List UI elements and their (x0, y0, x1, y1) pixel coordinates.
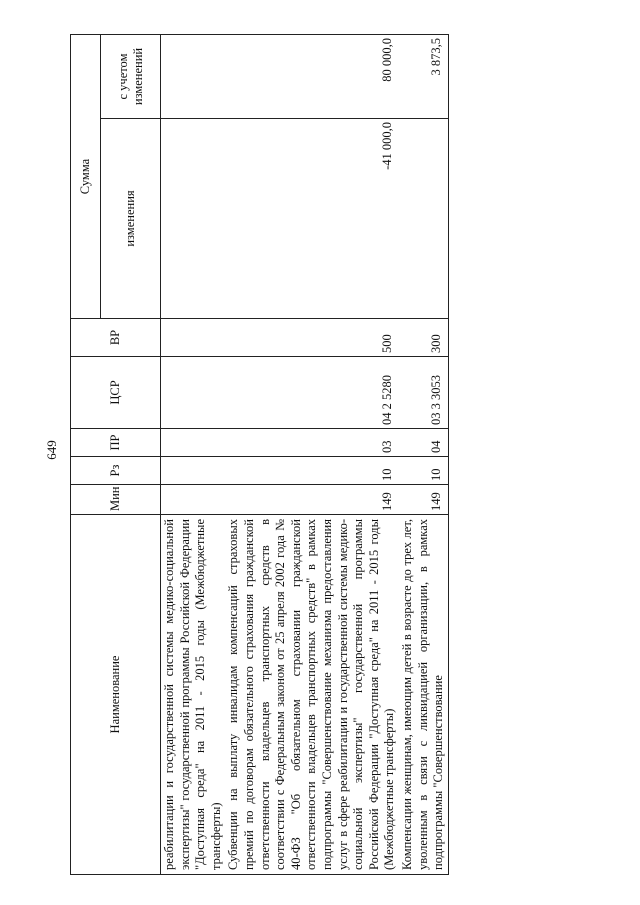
header-with-changes: с учетом изменений (101, 35, 161, 119)
row-rz: 10 (225, 457, 399, 485)
table-row (399, 35, 448, 875)
header-name: Наименование (71, 515, 161, 875)
row-pr: 03 (225, 429, 399, 457)
row-with-changes (161, 35, 226, 119)
header-vr: ВР (71, 319, 161, 357)
table-row (225, 35, 399, 875)
row-pr: 04 (399, 429, 448, 457)
row-rz: 10 (399, 457, 448, 485)
row-pr (161, 429, 226, 457)
table-row (161, 35, 226, 875)
header-csr: ЦСР (71, 357, 161, 429)
row-name: Субвенции на выплату инвалидам компенсаций страховых премий по договорам обязательного страхования гражданской ответственности владельцев транспортных средств в соответствии с Федеральным законом от 25 апреля 2002 года № 40-ФЗ "Об обязательном страховании гражданской ответственности владельцев транспортных средств" в рамках подпрограммы "Совершенствование механизма предоставления услуг в сфере реабилитации и государственной системы медико-социальной экспертизы" государственной программы Российской Федерации "Доступная среда" на 2011 - 2015 годы (Межбюджетные трансферты) (225, 515, 399, 875)
row-with-changes: 80 000,0 (225, 35, 399, 119)
row-vr: 500 (225, 319, 399, 357)
row-csr (161, 357, 226, 429)
row-min (161, 485, 226, 515)
header-change: изменения (101, 119, 161, 319)
row-vr: 300 (399, 319, 448, 357)
header-min: Мин (71, 485, 161, 515)
row-min: 149 (399, 485, 448, 515)
row-with-changes: 3 873,5 (399, 35, 448, 119)
row-change (161, 119, 226, 319)
row-name: Компенсации женщинам, имеющим детей в возрасте до трех лет, уволенным в связи с ликвидацией организации, в рамках подпрограммы "Совершенствование (399, 515, 448, 875)
header-sum: Сумма (71, 35, 101, 319)
header-rz: Рз (71, 457, 161, 485)
budget-table (70, 34, 449, 875)
row-vr (161, 319, 226, 357)
row-csr: 03 3 3053 (399, 357, 448, 429)
row-change: -41 000,0 (225, 119, 399, 319)
row-name: реабилитации и государственной системы медико-социальной экспертизы" государственной программы Российской Федерации "Доступная среда" на 2011 - 2015 годы (Межбюджетные трансферты) (161, 515, 226, 875)
page-number: 649 (44, 440, 59, 460)
row-csr: 04 2 5280 (225, 357, 399, 429)
header-pr: ПР (71, 429, 161, 457)
row-min: 149 (225, 485, 399, 515)
row-change (399, 119, 448, 319)
row-rz (161, 457, 226, 485)
